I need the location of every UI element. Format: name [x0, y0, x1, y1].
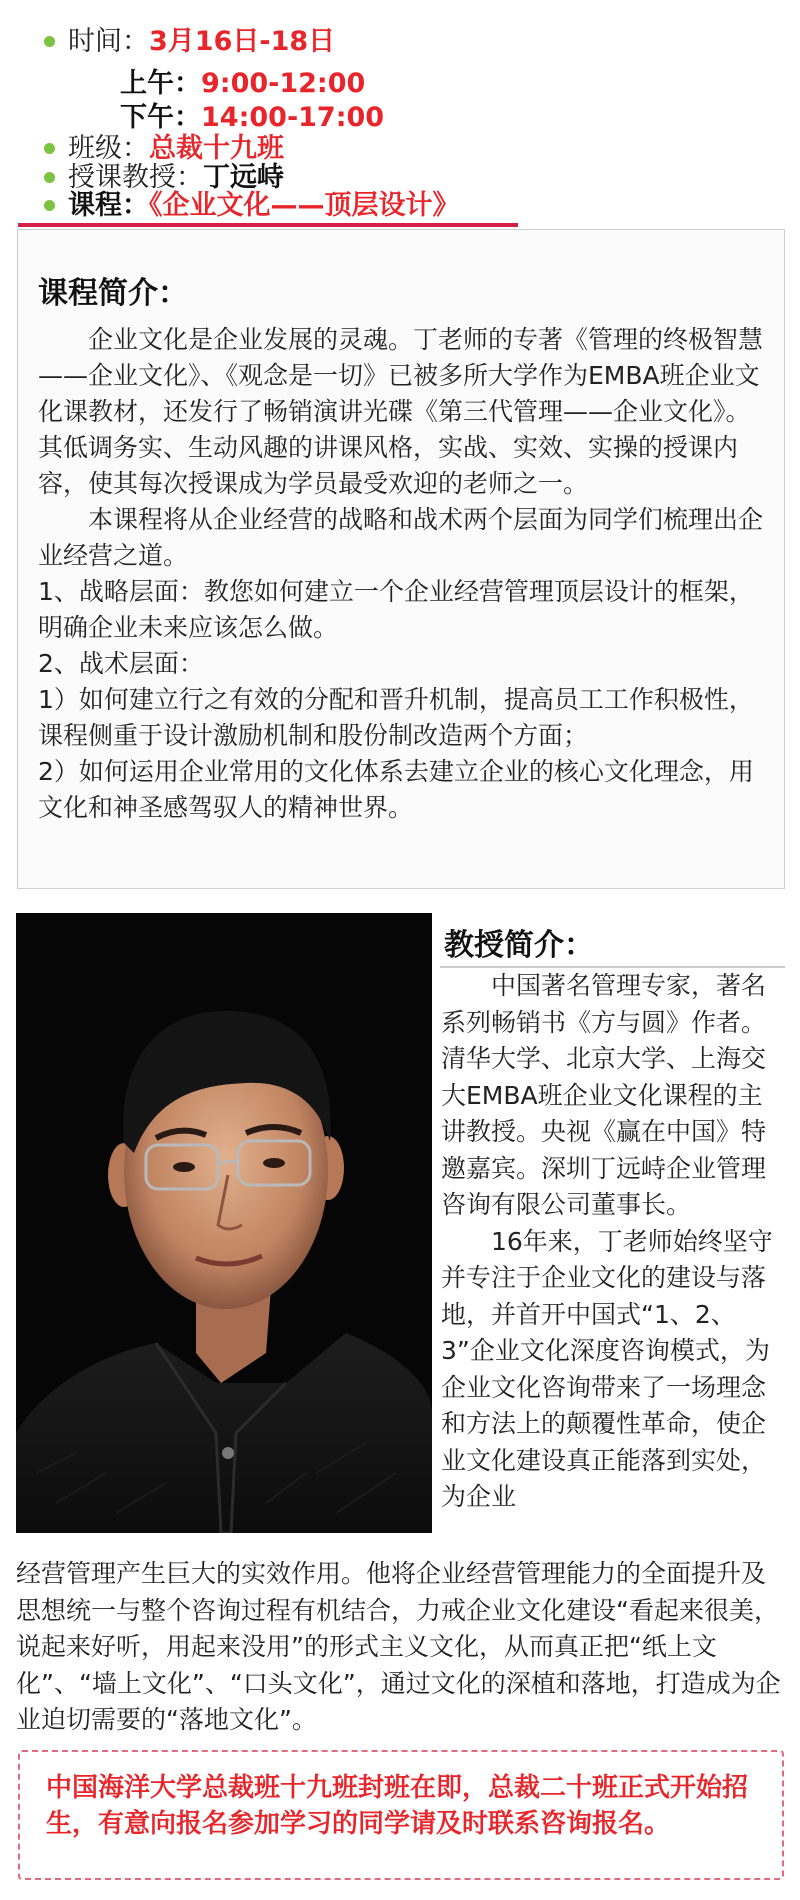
- professor-photo: [16, 913, 432, 1533]
- enrollment-notice: [18, 1750, 784, 1880]
- course-intro-paragraph: 企业文化是企业发展的灵魂。丁老师的专著《管理的终极智慧——企业文化》、《观念是一切》已被多所大学作为EMBA班企业文化课教材，还发行了畅销演讲光碟《第三代管理——企业文化》。其低调务实、生动风趣的讲课风格，实战、实效、实操的授课内容，使其每次授课成为学员最受欢迎的老师之一。: [38, 325, 764, 498]
- professor-paragraph: 中国著名管理专家，著名系列畅销书《方与圆》作者。清华大学、北京大学、上海交大EMBA班企业文化课程的主讲教授。央视《赢在中国》特邀嘉宾。深圳丁远峙企业管理咨询有限公司董事长。: [441, 971, 767, 1219]
- morning-row: [120, 66, 365, 102]
- professor-intro-title: 教授简介：: [444, 928, 594, 963]
- morning-value: 9:00-12:00: [201, 68, 366, 99]
- bullet-icon: [44, 143, 55, 154]
- course-info-list: [0, 0, 800, 230]
- course-label: 课程：: [68, 190, 149, 221]
- professor-intro-full-text: 经营管理产生巨大的实效作用。他将企业经营管理能力的全面提升及思想统一与整个咨询过程有机结合，力戒企业文化建设“看起来很美，说起来好听，用起来没用”的形式主义文化，从而真正把“纸上文化”、“墙上文化”、“口头文化”，通过文化的深植和落地，打造成为企业迫切需要的“落地文化”。: [16, 1559, 781, 1734]
- course-intro-title: 课程简介：: [38, 276, 188, 311]
- time-label: 时间：: [68, 26, 149, 57]
- course-intro-paragraph: 本课程将从企业经营的战略和战术两个层面为同学们梳理出企业经营之道。: [38, 505, 764, 570]
- afternoon-label: 下午：: [120, 102, 201, 133]
- course-value: 《企业文化——顶层设计》: [149, 190, 460, 221]
- class-label: 班级：: [68, 133, 149, 164]
- bullet-icon: [44, 200, 55, 211]
- course-intro-paragraph: 2、战术层面：: [38, 649, 204, 678]
- professor-intro-side-text: [441, 968, 787, 1516]
- bullet-icon: [44, 172, 55, 183]
- time-value: 3月16日-18日: [149, 26, 336, 57]
- course-intro-body: [38, 322, 768, 826]
- class-value: 总裁十九班: [149, 133, 284, 164]
- section-divider: [18, 223, 518, 227]
- course-intro-paragraph: 2）如何运用企业常用的文化体系去建立企业的核心文化理念，用文化和神圣感驾驭人的精神世界。: [38, 757, 754, 822]
- morning-label: 上午：: [120, 68, 201, 99]
- teacher-value: 丁远峙: [203, 162, 284, 193]
- enrollment-notice-text: 中国海洋大学总裁班十九班封班在即，总裁二十班正式开始招生，有意向报名参加学习的同学请及时联系咨询报名。: [46, 1773, 749, 1839]
- professor-portrait-image: [16, 913, 432, 1533]
- course-intro-box: [17, 229, 785, 889]
- teacher-label: 授课教授：: [68, 162, 203, 193]
- afternoon-value: 14:00-17:00: [201, 102, 385, 133]
- course-intro-paragraph: 1）如何建立行之有效的分配和晋升机制，提高员工工作积极性，课程侧重于设计激励机制和股份制改造两个方面；: [38, 685, 754, 750]
- bullet-icon: [44, 36, 55, 47]
- course-intro-paragraph: 1、战略层面：教您如何建立一个企业经营管理顶层设计的框架，明确企业未来应该怎么做。: [38, 577, 754, 642]
- professor-paragraph: 16年来，丁老师始终坚守并专注于企业文化的建设与落地，并首开中国式“1、2、3”企业文化深度咨询模式，为企业文化咨询带来了一场理念和方法上的颠覆性革命，使企业文化建设真正能落到实处，为企业: [441, 1226, 773, 1511]
